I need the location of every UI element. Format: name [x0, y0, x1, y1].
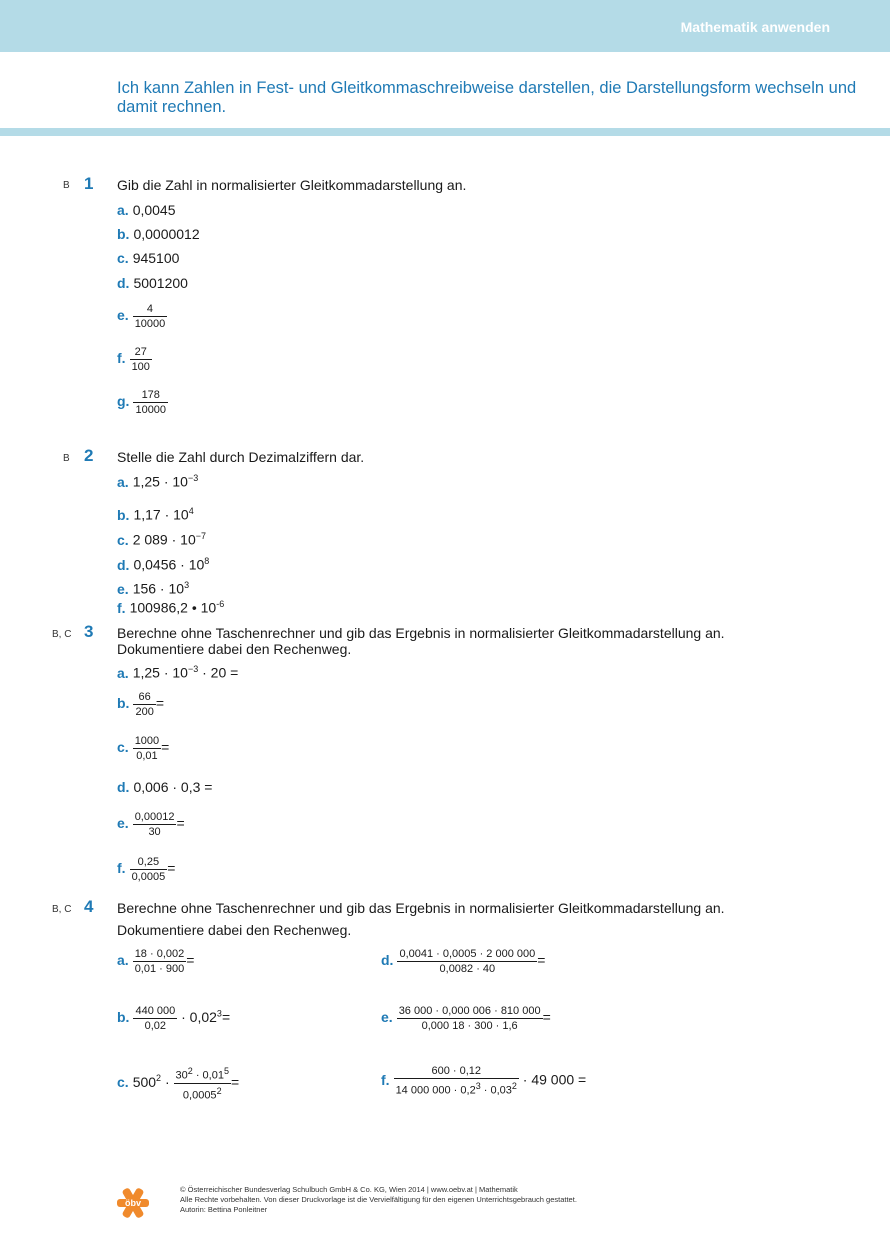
task3-d: d. 0,006 · 0,3 = — [117, 779, 213, 795]
task1-b: b. 0,0000012 — [117, 226, 200, 242]
task4-e: e. $\frac{36 000 \cdot 0,000 006 \cdot 810 000}{0,000 18 \cdot 300 \cdot 1,6}$ = — [381, 1005, 551, 1032]
header-title: Mathematik anwenden — [680, 19, 830, 35]
task3-text2: Dokumentiere dabei den Rechenweg. — [117, 641, 352, 657]
footer-copyright: © Österreichischer Bundesverlag Schulbuch GmbH & Co. KG, Wien 2014 | www.oebv.at | Mathematik — [180, 1185, 518, 1194]
task3-text: Berechne ohne Taschenrechner und gib das Ergebnis in normalisierter Gleitkommadarstellung an. — [117, 625, 725, 641]
learning-goal: Ich kann Zahlen in Fest- und Gleitkommaschreibweise darstellen, die Darstellungsform wechseln und damit rechnen. — [117, 79, 857, 116]
task2-c: c. 2 $089 \cdot 10^{-7}$ — [117, 531, 207, 548]
task1-c: c. 945100 — [117, 250, 180, 266]
task2-e: e. $156 \cdot 10^3$ — [117, 580, 190, 597]
task4-level: B, C — [52, 904, 72, 915]
task1-a: a. 0,0045 — [117, 202, 176, 218]
task1-d: d. 5001200 — [117, 275, 188, 291]
task4-f: f. $\frac{600 \cdot 0,12}{14 000 000 \cdot 0,2^3 \cdot 0,03^2}$ · 49 000 = — [381, 1065, 587, 1097]
task1-number: 1 — [84, 174, 94, 193]
task4-c: c. $500^2$ · $\frac{30^2 \cdot 0,01^5}{0,0005^2}$ = — [117, 1066, 240, 1102]
publisher-logo-icon — [116, 1186, 150, 1220]
task2-f: f. 100986,2 • $10^{-6}$ — [117, 599, 225, 616]
task1-f: f. $\frac{27}{100}$ — [117, 346, 150, 373]
footer — [180, 1185, 577, 1215]
header-band — [0, 0, 890, 52]
task4-b: b. $\frac{440 000}{0,02}$ · $0,02^3=$ — [117, 1005, 231, 1032]
task4-number: 4 — [84, 897, 94, 916]
task2-d: d. $0,0456 \cdot 10^8$ — [117, 556, 210, 573]
task4-text: Berechne ohne Taschenrechner und gib das Ergebnis in normalisierter Gleitkommadarstellung an. — [117, 900, 725, 916]
divider-stripe — [0, 128, 890, 136]
task3-number: 3 — [84, 622, 94, 641]
task4-d: d. $\frac{0,0041 \cdot 0,0005 \cdot 2 000 000}{0,0082 \cdot 40}$ = — [381, 948, 546, 975]
task3-c: c. $\frac{1000}{0,01}$ = — [117, 735, 170, 762]
task4-text2: Dokumentiere dabei den Rechenweg. — [117, 922, 352, 938]
task3-e: e. $\frac{0,00012}{30}$ = — [117, 811, 185, 838]
footer-author: Autorin: Bettina Ponleitner — [180, 1205, 268, 1214]
task2-b: b. $1,17 \cdot 10^4$ — [117, 506, 194, 523]
task2-a: a. $1,25 \cdot 10^{-3}$ — [117, 473, 199, 490]
task3-b: b. $\frac{66}{200}$ = — [117, 691, 164, 718]
task1-level: B — [63, 180, 70, 191]
task3-level: B, C — [52, 629, 72, 640]
task1-e: e. $\frac{4}{10000}$ — [117, 303, 166, 330]
task1-g: g. $\frac{178}{10000}$ — [117, 389, 167, 416]
svg-text:öbv: öbv — [124, 1198, 142, 1208]
task2-number: 2 — [84, 446, 94, 465]
task2-text: Stelle die Zahl durch Dezimalziffern dar. — [117, 449, 365, 465]
footer-rights: Alle Rechte vorbehalten. Von dieser Druckvorlage ist die Vervielfältigung für den eigenen Unterrichtsgebrauch gestattet. — [180, 1195, 577, 1204]
task3-a: a. $1,25 \cdot 10^{-3} \cdot 20$ = — [117, 664, 239, 681]
task4-a: a. $\frac{18 \cdot 0,002}{0,01 \cdot 900}$ = — [117, 948, 195, 975]
task1-text: Gib die Zahl in normalisierter Gleitkommadarstellung an. — [117, 177, 467, 193]
task2-level: B — [63, 453, 70, 464]
task3-f: f. $\frac{0,25}{0,0005}$ = — [117, 856, 176, 883]
